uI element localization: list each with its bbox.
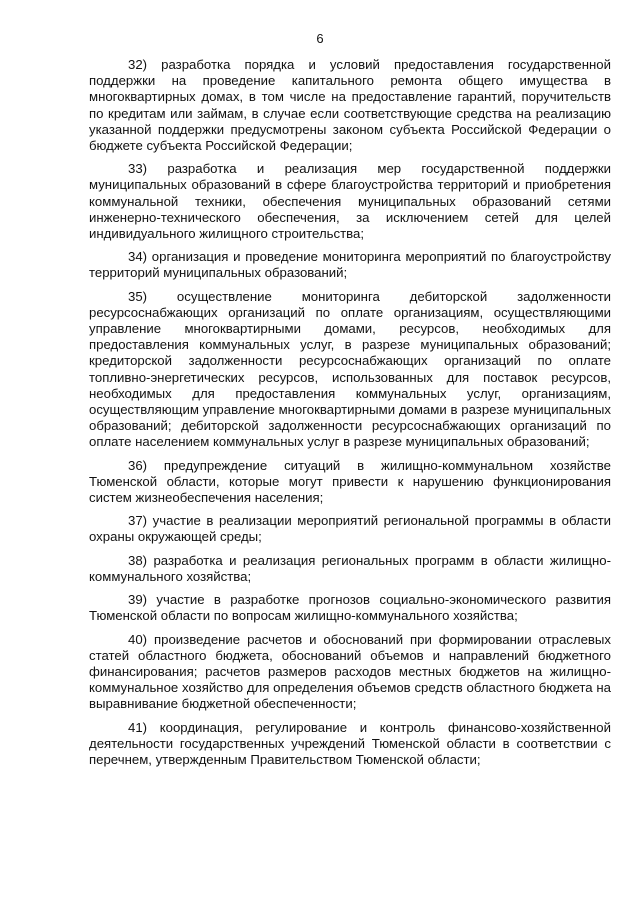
list-item-40: 40) произведение расчетов и обоснований при формировании отраслевых статей областного бюджета, обоснований объемов и направлений бюджетного финансирования; расчетов размеров расходов местных бюджетов на жилищно-коммунальное хозяйство для определения объемов средств областного бюджета на выравнивание бюджетной обеспеченности; (89, 631, 611, 712)
document-body (89, 57, 611, 775)
list-item-41: 41) координация, регулирование и контроль финансово-хозяйственной деятельности государственных учреждений Тюменской области в соответствии с перечнем, утвержденным Правительством Тюменской области; (89, 719, 611, 767)
list-item-37: 37) участие в реализации мероприятий региональной программы в области охраны окружающей среды; (89, 513, 611, 545)
page-number: 6 (316, 31, 324, 46)
list-item-38: 38) разработка и реализация региональных программ в области жилищно-коммунального хозяйства; (89, 552, 611, 584)
list-item-36: 36) предупреждение ситуаций в жилищно-коммунальном хозяйстве Тюменской области, которые могут привести к нарушению функционирования систем жизнеобеспечения населения; (89, 457, 611, 506)
list-item-39: 39) участие в разработке прогнозов социально-экономического развития Тюменской области по вопросам жилищно-коммунального хозяйства; (89, 592, 611, 624)
list-item-32: 32) разработка порядка и условий предоставления государственной поддержки на проведение капитального ремонта общего имущества в многоквартирных домах, в том числе на предоставление гарантий, поручительств по кредитам или займам, в случае если соответствующие средства на реализацию указанной поддержки предусмотрены законом субъекта Российской Федерации о бюджете субъекта Российской Федерации; (89, 57, 611, 154)
list-item-34: 34) организация и проведение мониторинга мероприятий по благоустройству территорий муниципальных образований; (89, 249, 611, 281)
list-item-33: 33) разработка и реализация мер государственной поддержки муниципальных образований в сфере благоустройства территорий и приобретения коммунальной техники, обеспечения муниципальных образований сетями инженерно-технического обеспечения, за исключением сетей для целей индивидуального жилищного строительства; (89, 161, 611, 242)
list-item-35: 35) осуществление мониторинга дебиторской задолженности ресурсоснабжающих организаций по оплате организациям, осуществляющими управление многоквартирными домами, ресурсов, необходимых для предоставления коммунальных услуг, в разрезе муниципальных образований; кредиторской задолженности ресурсоснабжающих организаций по оплате топливно-энергетических ресурсов, использованных для поставок ресурсов, необходимых для предоставления коммунальных услуг, организациям, осуществляющим управление многоквартирными домами в разрезе муниципальных образований; дебиторской задолженности ресурсоснабжающих организаций по оплате населением коммунальных услуг в разрезе муниципальных образований; (89, 288, 611, 450)
